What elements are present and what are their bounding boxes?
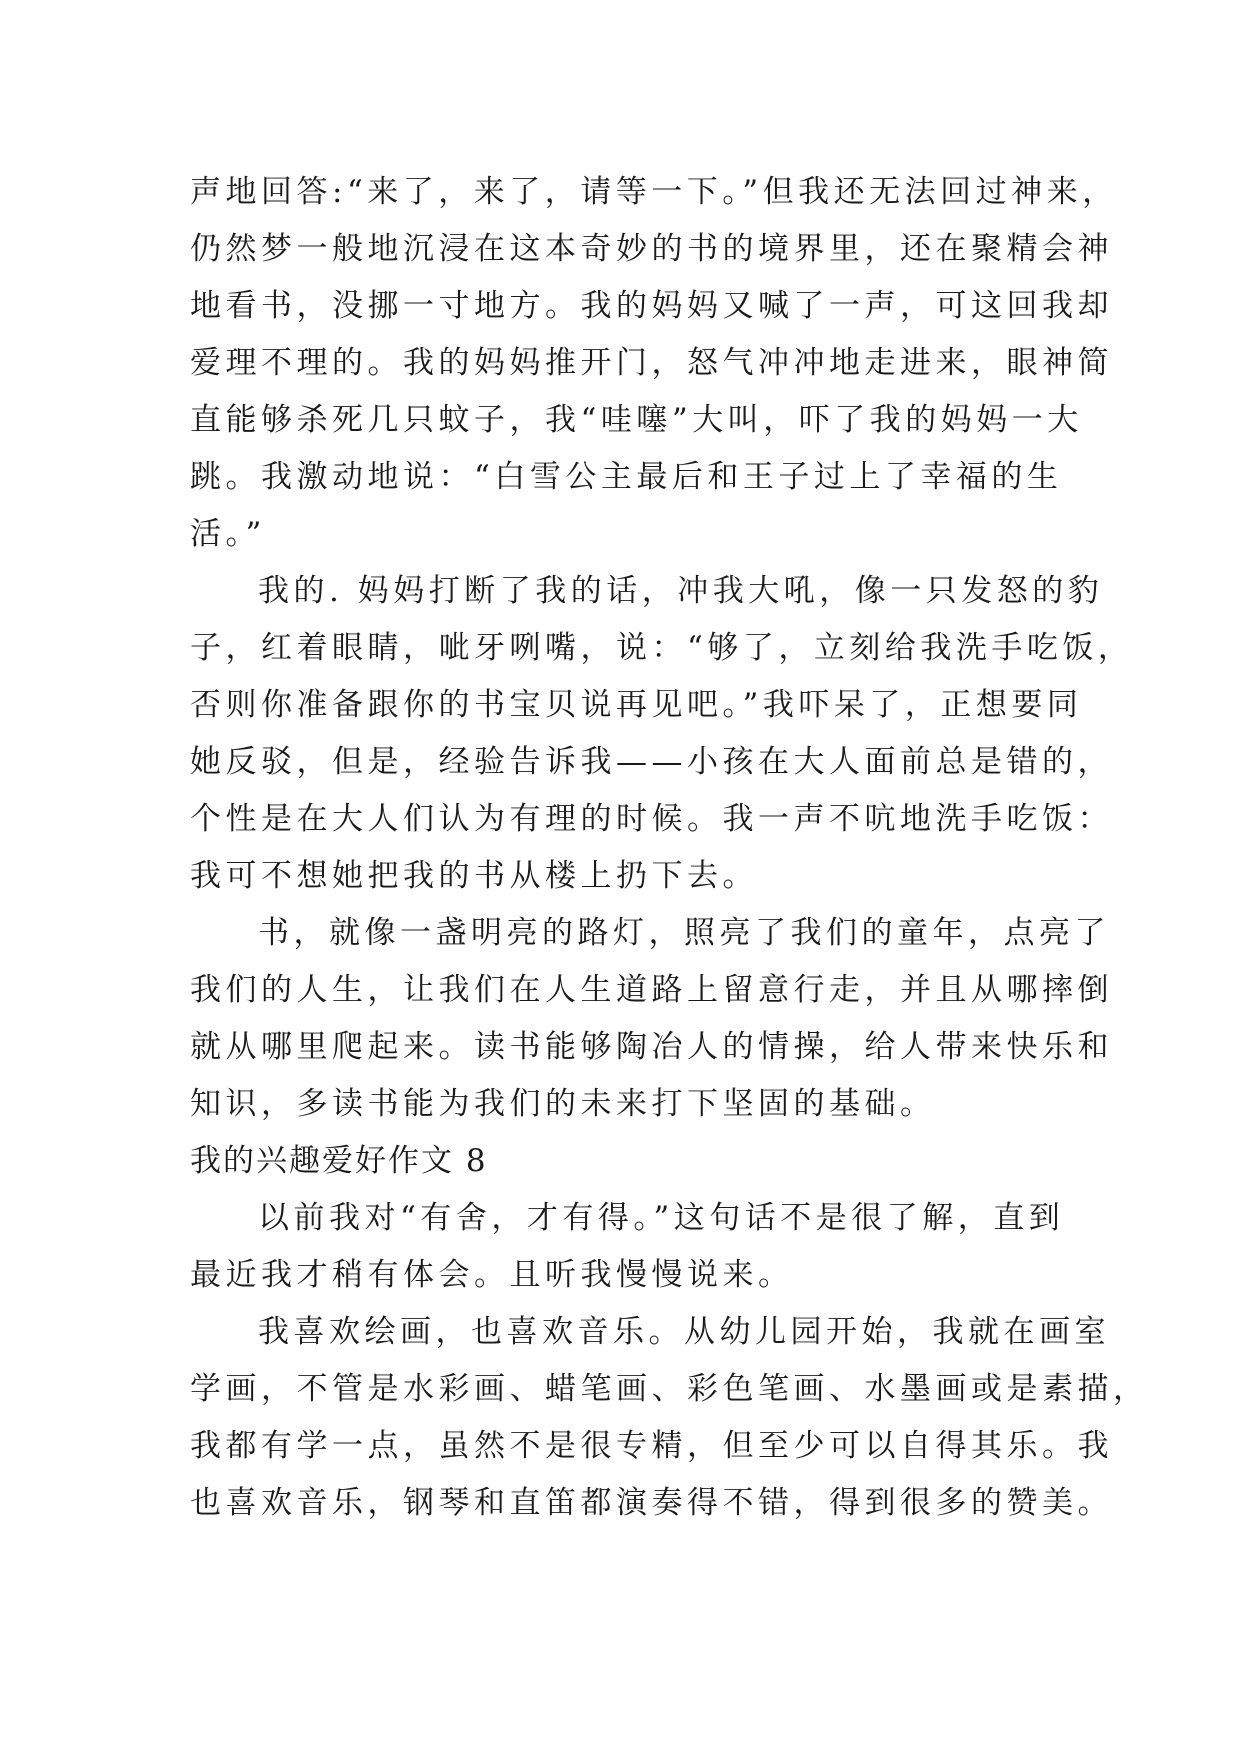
- text-line: 她反驳，但是，经验告诉我——小孩在大人面前总是错的，: [190, 744, 1113, 780]
- text-line: 直能够杀死几只蚊子，我“哇噻”大叫，吓了我的妈妈一大: [190, 402, 1083, 438]
- paragraph-start-line: 我喜欢绘画，也喜欢音乐。从幼儿园开始，我就在画室: [258, 1314, 1110, 1350]
- text-line: 否则你准备跟你的书宝贝说再见吧。”我吓呆了，正想要同: [190, 687, 1083, 723]
- section-heading: 我的兴趣爱好作文 8: [190, 1143, 488, 1179]
- text-line: 地看书，没挪一寸地方。我的妈妈又喊了一声，可这回我却: [190, 288, 1113, 324]
- text-line: 学画，不管是水彩画、蜡笔画、彩色笔画、水墨画或是素描，: [190, 1371, 1149, 1407]
- text-line: 子，红着眼睛，呲牙咧嘴，说：“够了，立刻给我洗手吃饭，: [190, 630, 1134, 666]
- paragraph-start-line: 书，就像一盏明亮的路灯，照亮了我们的童年，点亮了: [258, 915, 1110, 951]
- text-line: 我都有学一点，虽然不是很专精，但至少可以自得其乐。我: [190, 1428, 1113, 1464]
- text-line: 仍然梦一般地沉浸在这本奇妙的书的境界里，还在聚精会神: [190, 231, 1113, 267]
- text-line: 活。”: [190, 516, 266, 552]
- text-line: 我们的人生，让我们在人生道路上留意行走，并且从哪摔倒: [190, 972, 1113, 1008]
- text-line: 跳。我激动地说：“白雪公主最后和王子过上了幸福的生: [190, 459, 1063, 495]
- paragraph-start-line: 以前我对“有舍，才有得。”这句话不是很了解，直到: [258, 1200, 1065, 1236]
- paragraph-start-line: 我的. 妈妈打断了我的话，冲我大吼，像一只发怒的豹: [258, 573, 1104, 609]
- text-line: 爱理不理的。我的妈妈推开门，怒气冲冲地走进来，眼神简: [190, 345, 1113, 381]
- text-line: 最近我才稍有体会。且听我慢慢说来。: [190, 1257, 794, 1293]
- text-line: 就从哪里爬起来。读书能够陶冶人的情操，给人带来快乐和: [190, 1029, 1113, 1065]
- text-line: 我可不想她把我的书从楼上扔下去。: [190, 858, 758, 894]
- text-line: 知识，多读书能为我们的未来打下坚固的基础。: [190, 1086, 936, 1122]
- text-line: 也喜欢音乐，钢琴和直笛都演奏得不错，得到很多的赞美。: [190, 1485, 1113, 1521]
- text-line: 声地回答:“来了，来了，请等一下。”但我还无法回过神来，: [190, 174, 1118, 210]
- text-line: 个性是在大人们认为有理的时候。我一声不吭地洗手吃饭：: [190, 801, 1113, 837]
